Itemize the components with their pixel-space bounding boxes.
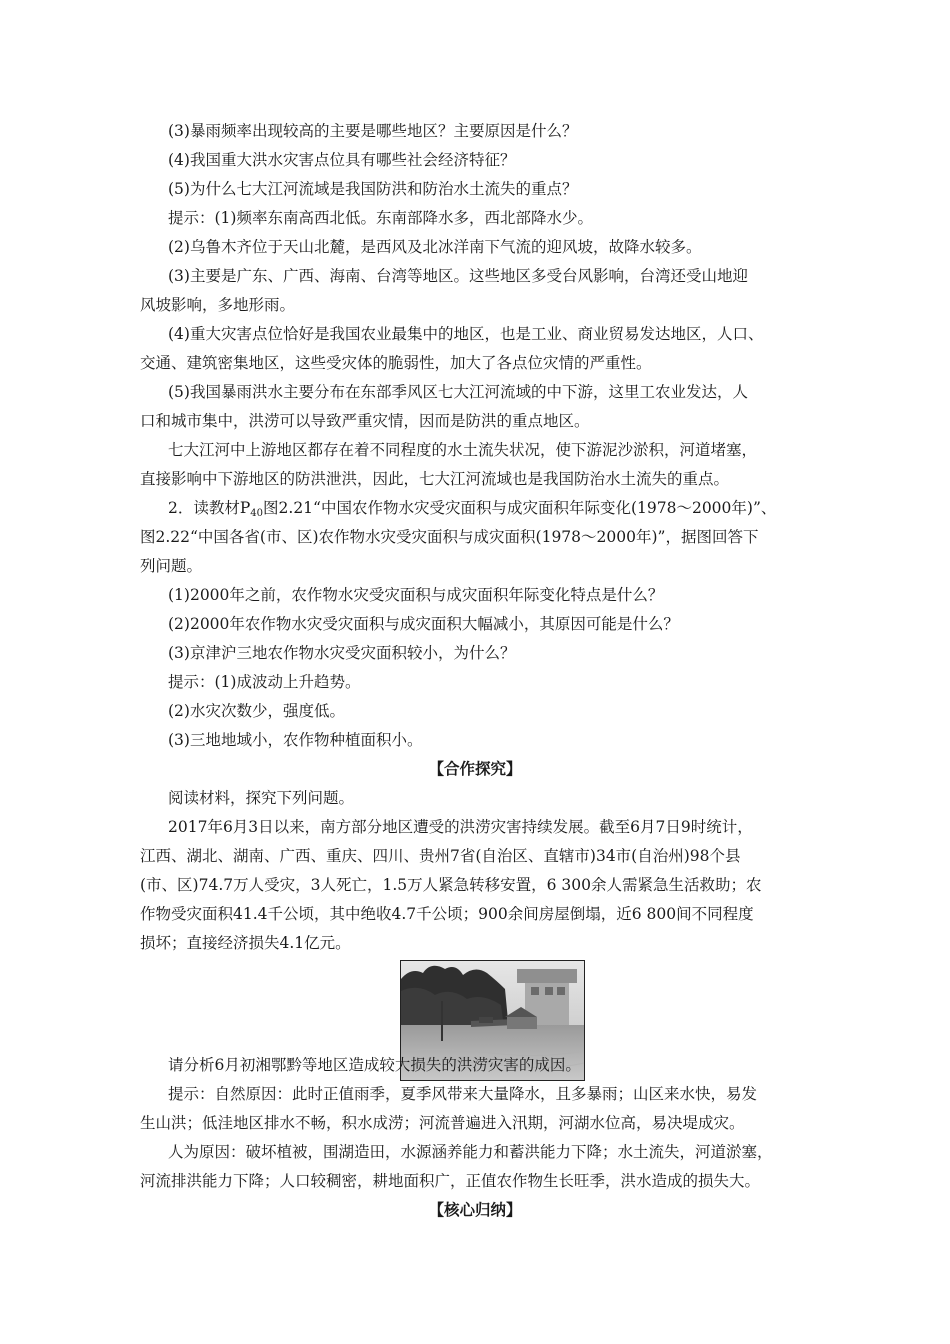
- human-cause-line-1: 人为原因：破坏植被，围湖造田，水源涵养能力和蓄洪能力下降；水土流失，河道淤塞，: [168, 1143, 773, 1161]
- page-subscript: 40: [250, 508, 264, 519]
- section2-intro-line-2: 图2.22“中国各省(市、区)农作物水灾受灾面积与成灾面积(1978～2000年)”，据图回答下: [140, 528, 759, 546]
- intro-prefix: 2．读教材P: [168, 499, 251, 517]
- hint-1: 提示：(1)频率东南高西北低。东南部降水多，西北部降水少。: [168, 209, 593, 227]
- cooperation-question: 请分析6月初湘鄂黔等地区造成较大损失的洪涝灾害的成因。: [168, 1056, 581, 1074]
- hint-5-line-1: (5)我国暴雨洪水主要分布在东部季风区七大江河流域的中下游，这里工农业发达，人: [168, 383, 748, 401]
- question-5: (5)为什么七大江河流域是我国防洪和防治水土流失的重点？: [168, 180, 578, 198]
- hint-3-line-1: (3)主要是广东、广西、海南、台湾等地区。这些地区多受台风影响，台湾还受山地迎: [168, 267, 748, 285]
- cooperation-heading: 【合作探究】: [428, 759, 522, 778]
- human-cause-line-2: 河流排洪能力下降；人口较稠密，耕地面积广，正值农作物生长旺季，洪水造成的损失大。: [140, 1172, 761, 1190]
- section2-hint-3: (3)三地地域小，农作物种植面积小。: [168, 731, 423, 749]
- section2-hint-1: 提示：(1)成波动上升趋势。: [168, 673, 361, 691]
- hint-2: (2)乌鲁木齐位于天山北麓，是西风及北冰洋南下气流的迎风坡，故降水较多。: [168, 238, 702, 256]
- material-line-4: 作物受灾面积41.4千公顷，其中绝收4.7千公顷；900余间房屋倒塌，近6 800间不同程度: [140, 905, 754, 923]
- material-line-1: 2017年6月3日以来，南方部分地区遭受的洪涝灾害持续发展。截至6月7日9时统计，: [168, 818, 753, 836]
- core-heading: 【核心归纳】: [428, 1200, 522, 1219]
- question-3: (3)暴雨频率出现较高的主要是哪些地区？主要原因是什么？: [168, 122, 578, 140]
- paragraph-line-1: 七大江河中上游地区都存在着不同程度的水土流失状况，使下游泥沙淤积，河道堵塞，: [168, 441, 758, 459]
- material-line-2: 江西、湖北、湖南、广西、重庆、四川、贵州7省(自治区、直辖市)34市(自治州)98个县: [140, 847, 741, 865]
- section2-question-2: (2)2000年农作物水灾受灾面积与成灾面积大幅减小，其原因可能是什么？: [168, 615, 679, 633]
- material-line-3: (市、区)74.7万人受灾，3人死亡，1.5万人紧急转移安置，6 300余人需紧急生活救助；农: [140, 876, 762, 894]
- section2-hint-2: (2)水灾次数少，强度低。: [168, 702, 345, 720]
- hint-5-line-2: 口和城市集中，洪涝可以导致严重灾情，因而是防洪的重点地区。: [140, 412, 590, 430]
- section2-intro-line-3: 列问题。: [140, 557, 203, 575]
- paragraph-line-2: 直接影响中下游地区的防洪泄洪，因此，七大江河流域也是我国防治水土流失的重点。: [140, 470, 730, 488]
- hint-4-line-1: (4)重大灾害点位恰好是我国农业最集中的地区，也是工业、商业贸易发达地区，人口、: [168, 325, 764, 343]
- hint-3-line-2: 风坡影响，多地形雨。: [140, 296, 296, 314]
- section2-question-3: (3)京津沪三地农作物水灾受灾面积较小，为什么？: [168, 644, 516, 662]
- intro-suffix: 图2.21“中国农作物水灾受灾面积与成灾面积年际变化(1978～2000年)”、: [263, 499, 777, 517]
- material-line-5: 损坏；直接经济损失4.1亿元。: [140, 934, 351, 952]
- question-4: (4)我国重大洪水灾害点位具有哪些社会经济特征？: [168, 151, 516, 169]
- cooperation-hint-line-2: 生山洪；低洼地区排水不畅，积水成涝；河流普遍进入汛期，河湖水位高，易决堤成灾。: [140, 1114, 745, 1132]
- cooperation-hint-line-1: 提示：自然原因：此时正值雨季，夏季风带来大量降水，且多暴雨；山区来水快，易发: [168, 1085, 758, 1103]
- hint-4-line-2: 交通、建筑密集地区，这些受灾体的脆弱性，加大了各点位灾情的严重性。: [140, 354, 652, 372]
- section2-question-1: (1)2000年之前，农作物水灾受灾面积与成灾面积年际变化特点是什么？: [168, 586, 664, 604]
- cooperation-intro: 阅读材料，探究下列问题。: [168, 789, 355, 807]
- section2-intro-line-1: [168, 497, 776, 522]
